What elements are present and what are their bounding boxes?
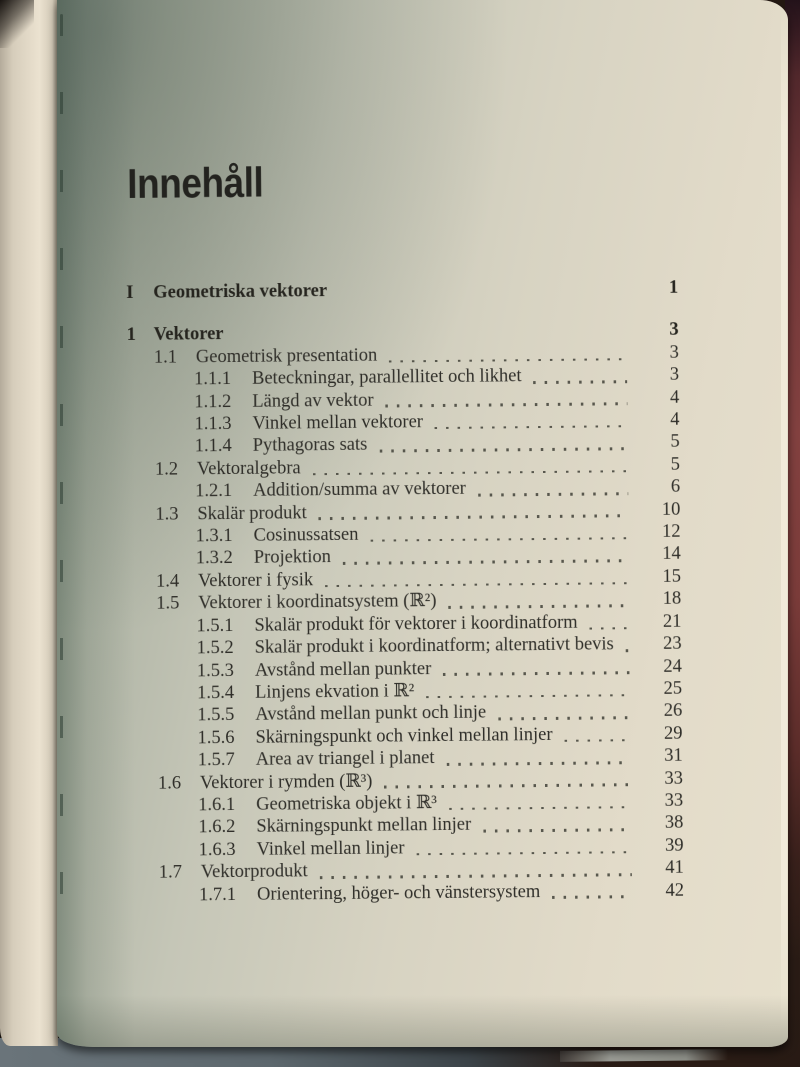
- toc-entry-number: 1: [126, 325, 137, 346]
- toc-page-number: 18: [662, 588, 682, 610]
- toc-entry-number: 1.1.1: [193, 369, 232, 390]
- dot-leader: [449, 604, 630, 608]
- toc-entry-title: Längd av vektor: [252, 390, 374, 412]
- paper-sliver: [560, 1049, 728, 1062]
- dot-leader: [626, 649, 630, 652]
- toc-page-number: 24: [663, 656, 682, 677]
- toc-entry-title: Geometriska objekt i ℝ³: [256, 792, 437, 815]
- toc-entry-number: 1.5.6: [197, 727, 235, 749]
- toc-entry-title: Area av triangel i planet: [255, 748, 435, 770]
- toc-entry-title: Skalär produkt för vektorer i koordinatform: [254, 612, 578, 636]
- dot-leader: [552, 896, 632, 899]
- dot-leader: [449, 806, 631, 810]
- toc-page-number: 33: [664, 768, 684, 789]
- toc-row: [126, 277, 678, 305]
- toc-entry-number: 1.2.1: [195, 481, 233, 502]
- toc-page-number: 10: [661, 499, 681, 520]
- toc-entry-title: Vinkel mellan linjer: [256, 838, 405, 860]
- toc-entry-title: Skärningspunkt mellan linjer: [256, 815, 472, 838]
- toc-entry-number: 1.2: [154, 459, 179, 480]
- toc-entry-number: 1.1: [153, 347, 178, 368]
- toc-entry-number: 1.5.5: [197, 705, 235, 726]
- toc-entry-title: Geometrisk presentation: [195, 345, 378, 368]
- dot-leader: [478, 492, 628, 496]
- toc-entry-title: Avstånd mellan punkter: [254, 658, 432, 681]
- toc-page-number: 1: [668, 277, 679, 298]
- toc-entry-number: 1.6.2: [198, 817, 236, 838]
- toc-page-number: 15: [662, 566, 682, 587]
- toc-entry-number: 1.6.1: [198, 794, 236, 816]
- toc-page-number: 31: [664, 745, 683, 766]
- toc-page-number: 25: [663, 678, 683, 699]
- dot-leader: [389, 358, 627, 363]
- toc-page-number: 4: [670, 409, 680, 430]
- toc-page-number: 3: [669, 342, 679, 363]
- dot-leader: [435, 425, 628, 429]
- toc-page-number: 38: [664, 813, 684, 834]
- toc-entry-number: 1.4: [155, 571, 180, 592]
- toc-entry-title: Orientering, höger- och vänstersystem: [256, 881, 541, 905]
- toc-entry-title: Beteckningar, parallellitet och likhet: [251, 366, 522, 390]
- toc-entry-title: Projektion: [253, 547, 331, 569]
- toc-entry-title: Skalär produkt: [197, 502, 307, 524]
- toc-entry-number: I: [126, 282, 134, 303]
- toc-entry-title: Geometriska vektorer: [153, 281, 328, 303]
- toc-entry-number: 1.5.1: [196, 615, 234, 637]
- toc-entry-number: 1.1.3: [194, 414, 232, 435]
- dot-leader: [386, 403, 628, 408]
- top-left-corner-shadow: [0, 0, 34, 48]
- toc-page-number: 23: [663, 633, 682, 654]
- dot-leader: [426, 694, 630, 699]
- toc-entry-title: Vektorprodukt: [200, 861, 308, 883]
- toc-page-number: 21: [662, 611, 682, 632]
- dot-leader: [325, 582, 629, 588]
- toc-entry-number: 1.6.3: [198, 839, 236, 861]
- dot-leader: [320, 873, 632, 879]
- toc-entry-title: Linjens ekvation i ℝ²: [255, 681, 415, 703]
- dot-leader: [417, 851, 632, 856]
- toc-entry-number: 1.3: [155, 504, 179, 525]
- toc-page-number: 26: [663, 700, 683, 722]
- toc-entry-title: Addition/summa av vektorer: [253, 478, 466, 502]
- toc-entry-number: 1.7: [158, 862, 183, 883]
- dot-leader: [370, 537, 628, 542]
- toc-entry-number: 1.5.7: [197, 750, 235, 771]
- toc-entry-number: 1.3.2: [195, 548, 233, 569]
- toc-page-number: 5: [670, 432, 680, 453]
- toc-entry-title: Avstånd mellan punkt och linje: [255, 702, 487, 726]
- toc-page-number: 3: [669, 364, 680, 385]
- toc-entry-number: 1.1.4: [194, 436, 232, 457]
- dot-leader: [443, 671, 630, 675]
- toc-entry-title: Vektoralgebra: [196, 458, 301, 480]
- toc-entry-title: Vektorer i fysik: [197, 570, 314, 592]
- dot-leader: [498, 716, 630, 720]
- toc-page-number: 5: [670, 454, 681, 475]
- toc-page-number: 29: [663, 723, 683, 744]
- toc-entry-title: Cosinussatsen: [253, 524, 359, 546]
- toc-entry-number: 1.3.1: [195, 526, 233, 547]
- toc-entry-number: 1.6: [157, 773, 182, 794]
- dot-leader: [319, 515, 629, 521]
- toc-entry-title: Skärningspunkt och vinkel mellan linjer: [255, 724, 553, 748]
- dot-leader: [483, 828, 631, 832]
- toc-entry-title: Vektorer i koordinatsystem (ℝ²): [198, 591, 437, 614]
- dot-leader: [343, 559, 629, 564]
- dot-leader: [447, 761, 631, 765]
- toc-entry-title: Skalär produkt i koordinatform; alternativt bevis: [254, 634, 614, 658]
- toc-entry-title: Pythagoras sats: [252, 435, 368, 457]
- toc-entry-number: 1.1.2: [194, 391, 232, 412]
- dot-leader: [534, 380, 628, 383]
- toc-row: [132, 879, 684, 907]
- adjacent-page-edge: [0, 0, 58, 1046]
- page-title: Innehåll: [126, 158, 264, 207]
- dot-leader: [590, 627, 630, 630]
- table-of-contents: [125, 157, 684, 907]
- toc-entry-number: 1.5.4: [197, 682, 235, 704]
- book-page: [57, 0, 788, 1047]
- toc-list: [126, 277, 684, 907]
- toc-page-number: 39: [664, 835, 684, 856]
- dot-leader: [379, 447, 627, 452]
- page-edge-highlight: [781, 8, 787, 1028]
- toc-entry-number: 1.5.2: [196, 638, 234, 659]
- dot-leader: [313, 470, 628, 476]
- toc-entry-number: 1.7.1: [198, 884, 237, 905]
- toc-page-number: 4: [669, 387, 680, 408]
- toc-page-number: 3: [669, 320, 679, 341]
- toc-entry-number: 1.5.3: [196, 660, 234, 681]
- toc-page-number: 42: [665, 880, 685, 901]
- dot-leader: [565, 739, 631, 742]
- binding-stitching: [60, 14, 63, 944]
- toc-page-number: 6: [670, 476, 681, 498]
- toc-entry-title: Vinkel mellan vektorer: [252, 412, 424, 434]
- toc-entry-number: 1.5: [156, 593, 180, 615]
- toc-page-number: 33: [664, 790, 684, 811]
- toc-page-number: 12: [661, 521, 681, 542]
- toc-entry-title: Vektorer: [153, 324, 224, 346]
- toc-page-number: 41: [665, 857, 684, 879]
- dot-leader: [384, 784, 631, 789]
- toc-entry-title: Vektorer i rymden (ℝ³): [199, 771, 373, 793]
- toc-page-number: 14: [662, 544, 681, 565]
